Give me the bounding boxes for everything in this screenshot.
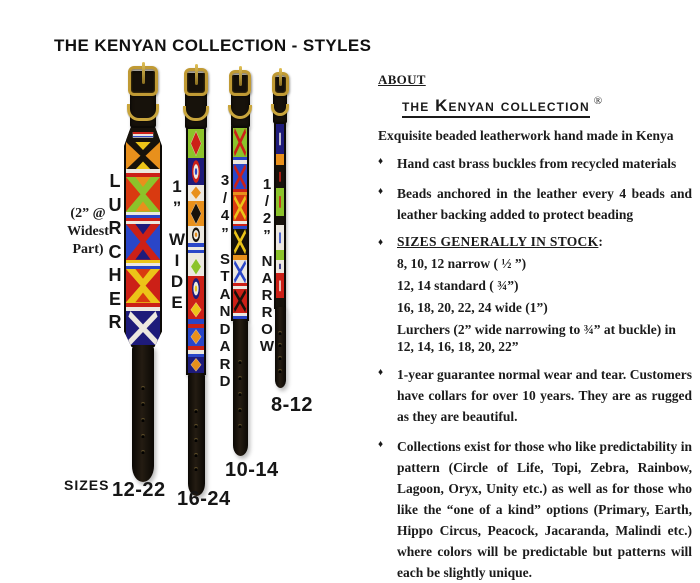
bullet-text: Hand cast brass buckles from recycled materials [397,156,677,171]
bead-segment-bowtie [126,269,160,302]
bullet-item [378,153,692,174]
collar-buckle-prong-one-inch-wide [195,64,198,85]
tail-hole [238,360,242,364]
bullet-diamond-icon: ♦ [378,186,384,197]
bead-segment-dot [276,124,284,154]
bead-segment-bowtie [126,224,160,260]
widest-note-line: (2” @ [70,206,106,221]
style-label-half-inch-narrow: 1 / 2 ” N A R R O W [259,176,275,355]
bead-segment-medallion [188,226,204,243]
tail-hole [278,343,282,347]
about-heading: ABOUT [378,72,426,87]
bead-segment-diamond [188,257,204,276]
collar-buckle-prong-half-inch-narrow [279,68,282,86]
collar-buckle-prong-three-quarter-standard [239,66,242,86]
style-label-one-inch-wide: 1 ” W I D E [168,177,186,312]
sizes-in-stock-block: SIZES GENERALLY IN STOCK: 8, 10, 12 narrow ( ½ ”) 12, 14 standard ( ¾”) 16, 18, 20, 22, 24 wide (1”) Lurchers (2” wide narrowing to ¾” at buckle) in 12, 14, 16, 18, 20, 22” [397,234,692,355]
sizes-label: SIZES [64,477,110,493]
bullet-text: Beads anchored in the leather every 4 beads and leather backing added to protect beading [397,186,692,222]
collar-beadwork-lurcher [124,126,162,347]
bullet-diamond-icon: ♦ [378,237,384,248]
bead-segment-stripes [188,346,204,358]
about-panel [378,72,692,583]
style-label-three-quarter-standard: 3 / 4 ” S T A N D A R D [219,172,231,391]
registered-trademark-symbol: ® [593,95,603,107]
bead-segment-stripes [233,157,247,164]
tail-hole [194,409,198,413]
sizes-line: Lurchers (2” wide narrowing to ¾” at buckle) in 12, 14, 16, 18, 20, 22” [397,322,676,354]
bead-segment-stripes [126,260,160,269]
lurcher-widest-note [56,205,120,259]
collar-buckle-prong-lurcher [142,62,145,84]
tail-hole [141,402,145,406]
tail-hole [278,369,282,373]
tail-hole [141,386,145,390]
bead-segment-x [233,128,247,157]
bead-segment-diamond [188,185,204,200]
bead-segment-stripes [188,243,204,257]
sizes-line: 16, 18, 20, 22, 24 wide (1”) [397,300,548,315]
tail-hole [141,450,145,454]
collar-beadwork-one-inch-wide [186,127,206,375]
tagline: Exquisite beaded leatherwork hand made in Kenya [378,128,674,143]
bullet-diamond-icon: ♦ [378,367,384,378]
bead-segment-diamond [188,328,204,345]
bullet-text: 1-year guarantee normal wear and tear. Customers have collars for over 10 years. They are as rugged as they are beautiful. [397,367,692,424]
bead-segment-medallion [188,276,204,301]
bullet-item [378,436,692,583]
tail-hole [238,392,242,396]
widest-note-line: Part) [72,242,104,257]
bead-segment-x [126,311,160,345]
tail-hole [238,376,242,380]
tail-hole [194,453,198,457]
bead-segment-plain [276,154,284,165]
size-range-half-inch-narrow: 8-12 [271,394,314,416]
tail-hole [194,424,198,428]
bead-segment-diamond [188,357,204,372]
size-range-three-quarter-standard: 10-14 [225,459,279,481]
bead-segment-stripes [126,212,160,225]
size-range-one-inch-wide: 16-24 [177,488,231,510]
collar-photo-stage [0,0,375,541]
bead-segment-diamond [188,129,204,158]
sizes-line: 12, 14 standard ( ¾”) [397,278,519,293]
bead-segment-bowtie [126,142,160,170]
tail-hole [238,424,242,428]
collar-tail-one-inch-wide [188,373,205,496]
size-range-lurcher: 12-22 [112,479,166,501]
tail-hole [238,408,242,412]
widest-note-line: Widest [67,224,109,239]
bead-segment-bowtie [126,177,160,211]
sizes-in-stock-heading: SIZES GENERALLY IN STOCK [397,234,599,249]
bullet-item [378,364,692,427]
bead-segment-stripes [188,319,204,329]
collection-heading-row [402,96,692,116]
collar-dring-lurcher [127,104,159,121]
bead-segment-diamond [188,301,204,318]
feature-bullet-list [378,153,692,583]
style-label-lurcher: L U R C H E R [108,171,122,332]
bullet-text: Collections exist for those who like predictability in pattern (Circle of Life, Topi, Zebra, Rainbow, Lagoon, Oryx, Unity etc.) as well as for those who like the “one of a kind” options (Primary, Earth, Hippo Circus, Peacock, Jacaranda, Malindi etc.) where colors will be predictable but patterns will each be slightly unique. [397,439,692,580]
tail-hole [278,331,282,335]
bullet-diamond-icon: ♦ [378,156,384,167]
collar-tail-lurcher [132,345,154,482]
bullet-item [378,234,692,355]
bead-segment-stripes [126,169,160,177]
tail-hole [141,418,145,422]
collection-title: the Kenyan collection [402,96,590,118]
bullet-item [378,183,692,225]
bead-segment-diamond [188,201,204,226]
bead-segment-medallion [188,158,204,185]
tail-hole [194,438,198,442]
bullet-diamond-icon: ♦ [378,439,384,450]
tail-hole [278,356,282,360]
tail-hole [141,434,145,438]
tail-hole [194,467,198,471]
sizes-line: 8, 10, 12 narrow ( ½ ”) [397,256,527,271]
bead-segment-patch [126,128,160,142]
page-title: THE KENYAN COLLECTION - STYLES [54,36,372,55]
bead-segment-stripes [126,303,160,311]
